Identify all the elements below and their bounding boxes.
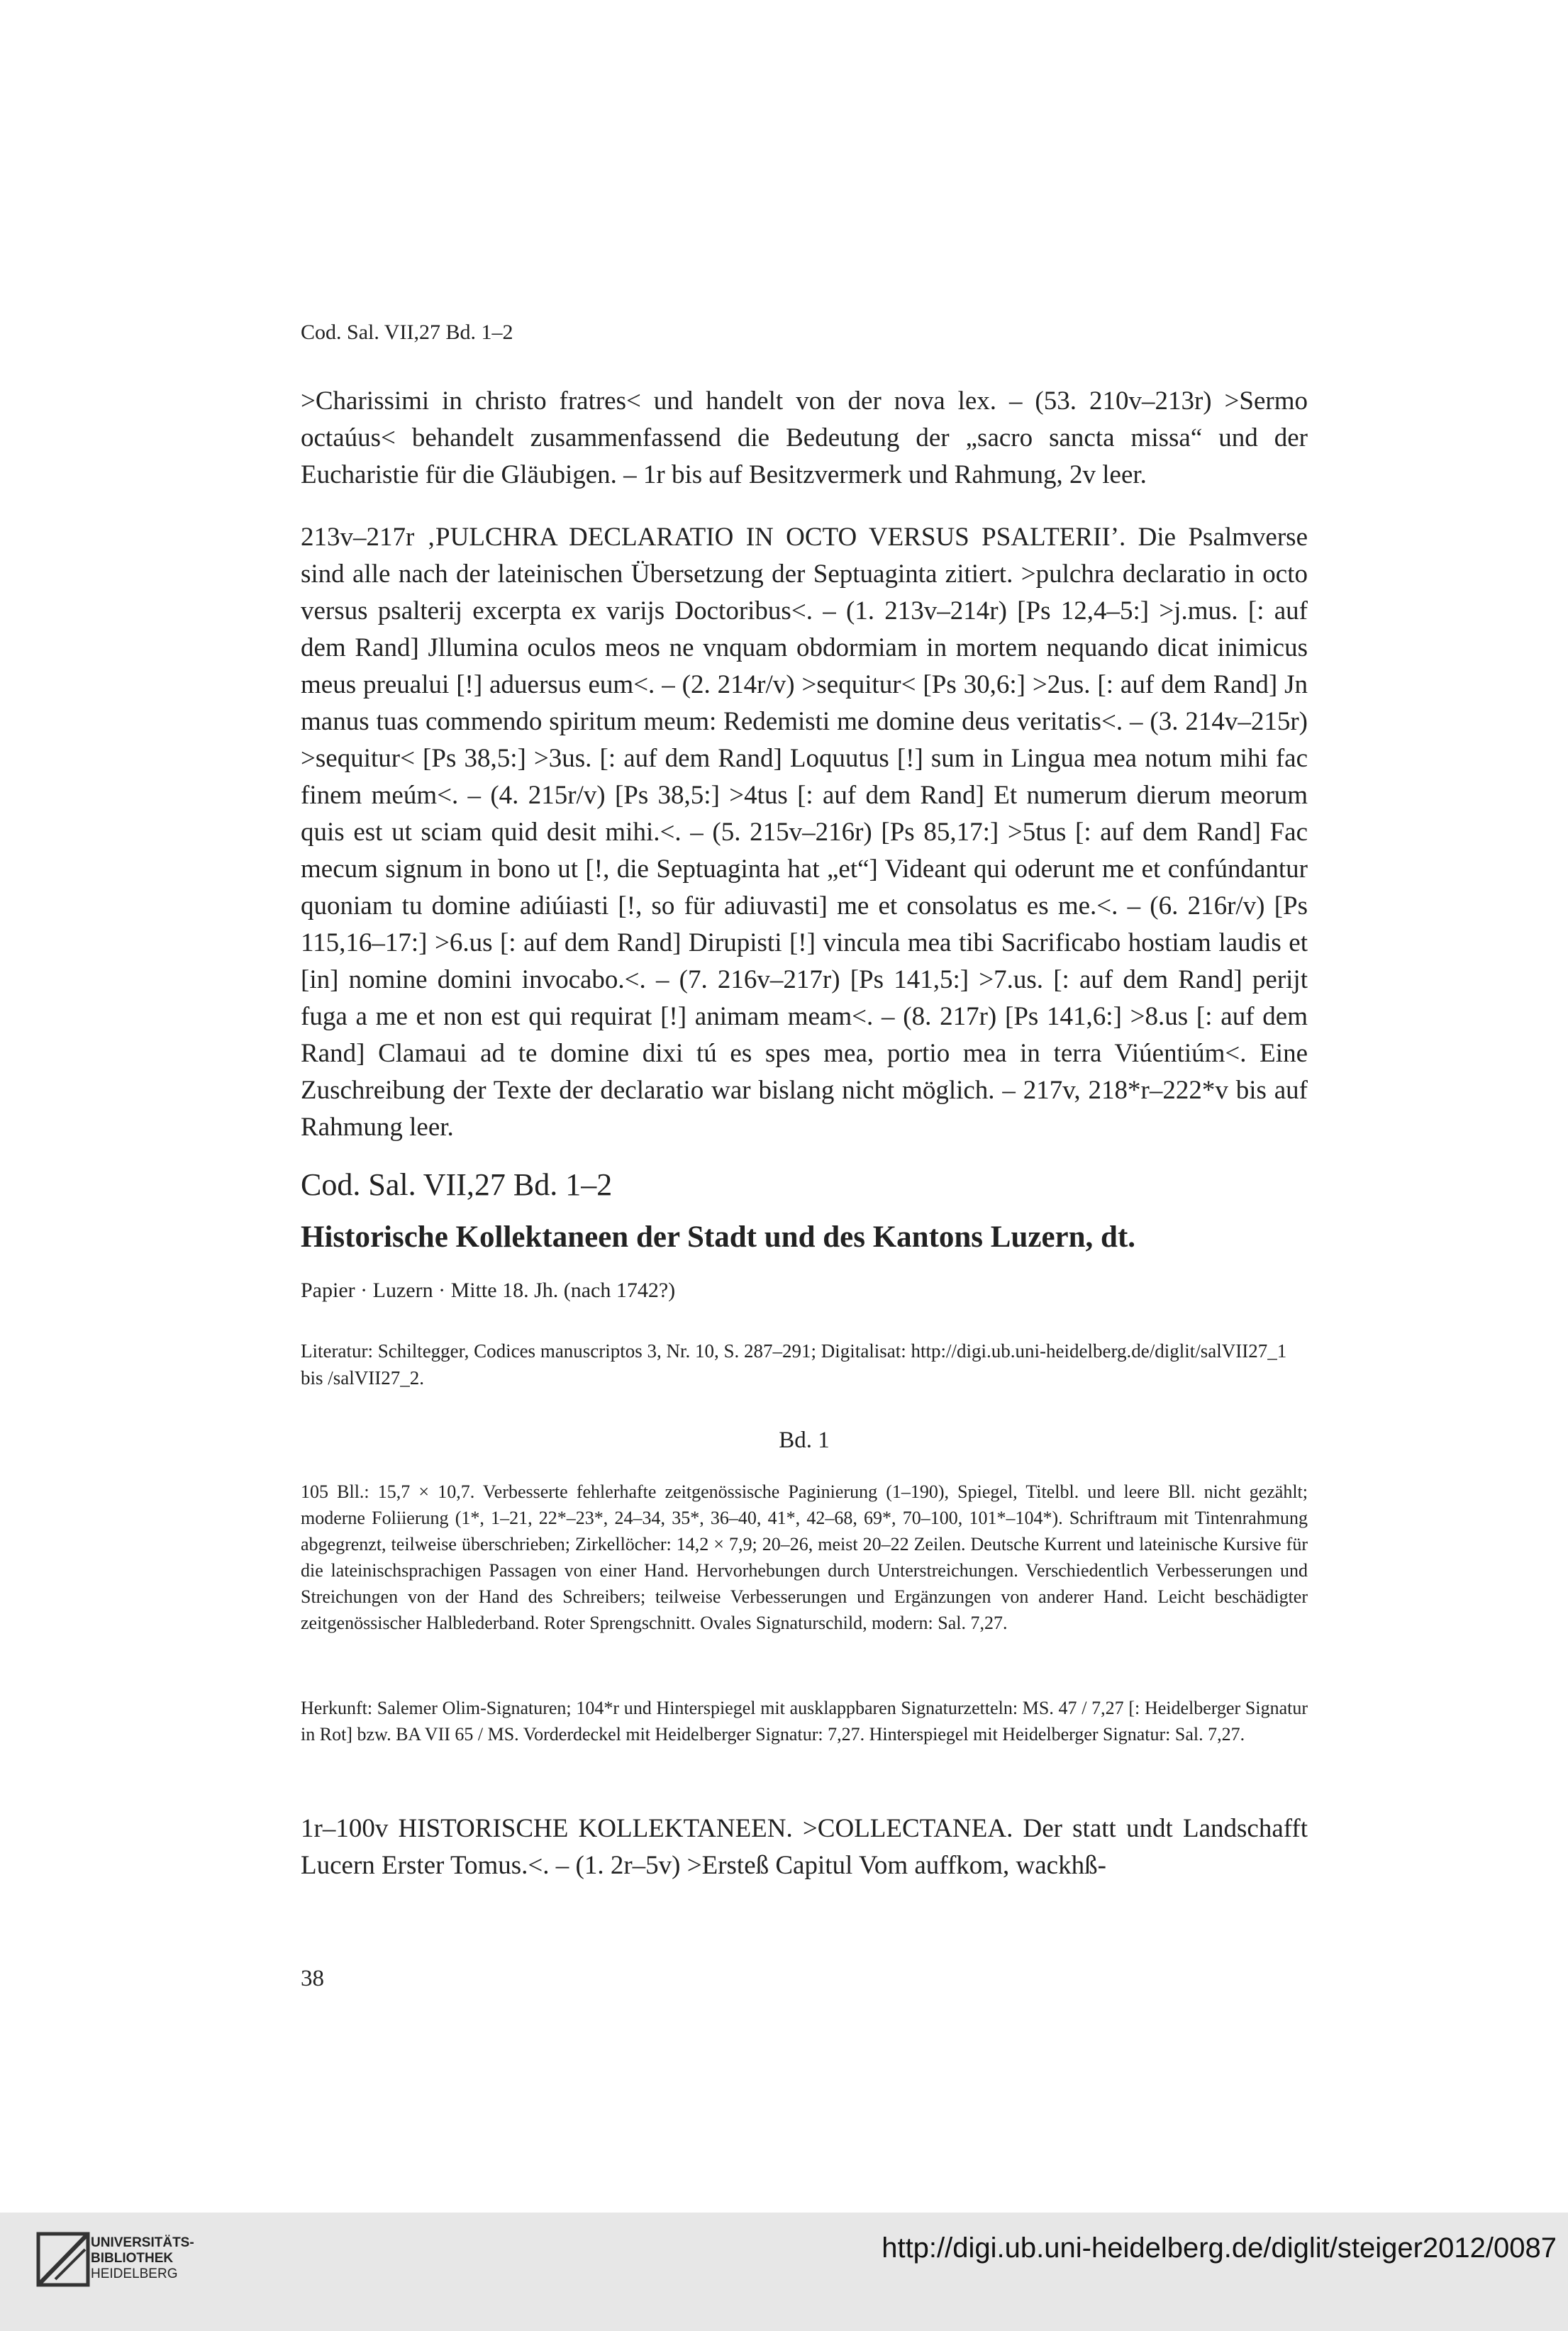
running-head: Cod. Sal. VII,27 Bd. 1–2	[301, 321, 513, 344]
codex-title: Historische Kollektaneen der Stadt und des Kantons Luzern, dt.	[301, 1220, 1136, 1254]
physical-description: 105 Bll.: 15,7 × 10,7. Verbesserte fehlerhafte zeitgenössische Paginierung (1–190), Spiegel, Titelbl. und leere Bll. nicht gezählt; moderne Foliierung (1*, 1–21, 22*–23*, 24–34, 35*, 36–40, 41*, 42–68, 69*, 70–100, 101*–104*). Schriftraum mit Tintenrahmung abgegrenzt, teilweise überschrieben; Zirkellöcher: 14,2 × 7,9; 20–26, meist 20–22 Zeilen. Deutsche Kurrent und lateinische Kursive für die lateinischsprachigen Passagen von einer Hand. Hervorhebungen durch Unterstreichungen. Verschiedentlich Verbesserungen und Streichungen von der Hand des Schreibers; teilweise Verbesserungen und Ergänzungen von anderer Hand. Leicht beschädigter zeitgenössischer Halblederband. Roter Sprengschnitt. Ovales Signaturschild, modern: Sal. 7,27.	[301, 1481, 1308, 1633]
volume-heading: Bd. 1	[779, 1428, 830, 1453]
library-name-line1: UNIVERSITÄTS-	[91, 2235, 194, 2250]
footer-bar	[0, 2213, 1568, 2331]
library-name-line2: BIBLIOTHEK	[91, 2251, 174, 2266]
provenance-note: Herkunft: Salemer Olim-Signaturen; 104*r und Hinterspiegel mit ausklappbaren Signaturzetteln: MS. 47 / 7,27 [: Heidelberger Signatur in Rot] bzw. BA VII 65 / MS. Vorderdeckel mit Heidelberger Signatur: 7,27. Hinterspiegel mit Heidelberger Signatur: Sal. 7,27.	[301, 1698, 1308, 1745]
paragraph-historische-kollektaneen: 1r–100v HISTORISCHE KOLLEKTANEEN. >COLLECTANEA. Der statt undt Landschafft Lucern Erster Tomus.<. – (1. 2r–5v) >Ersteß Capitul Vom auffkom, wackhß-	[301, 1814, 1308, 1880]
codex-signature: Cod. Sal. VII,27 Bd. 1–2	[301, 1167, 613, 1202]
ub-heidelberg-logo-icon	[35, 2227, 92, 2292]
paragraph-pulchra-declaratio: 213v–217r ‚PULCHRA DECLARATIO IN OCTO VERSUS PSALTERII’. Die Psalmverse sind alle nach der lateinischen Übersetzung der Septuaginta zitiert. >pulchra declaratio in octo versus psalterij excerpta ex varijs Doctoribus<. – (1. 213v–214r) [Ps 12,4–5:] >j.mus. [: auf dem Rand] Jllumina oculos meos ne vnquam obdormiam in mortem nequando dicat inimicus meus preualui [!] aduersus eum<. – (2. 214r/v) >sequitur< [Ps 30,6:] >2us. [: auf dem Rand] Jn manus tuas commendo spiritum meum: Redemisti me domine deus veritatis<. – (3. 214v–215r) >sequitur< [Ps 38,5:] >3us. [: auf dem Rand] Loquutus [!] sum in Lingua mea notum mihi fac finem meúm<. – (4. 215r/v) [Ps 38,5:] >4tus [: auf dem Rand] Et numerum dierum meorum quis est ut sciam quid desit mihi.<. – (5. 215v–216r) [Ps 85,17:] >5tus [: auf dem Rand] Fac mecum signum in bono ut [!, die Septuaginta hat „et“] Videant qui oderunt me et confúndantur quoniam tu domine adiúiasti [!, so für adiuvasti] me et consolatus es me.<. – (6. 216r/v) [Ps 115,16–17:] >6.us [: auf dem Rand] Dirupisti [!] vincula mea tibi Sacrificabo hostiam laudis et [in] nomine domini invocabo.<. – (7. 216v–217r) [Ps 141,5:] >7.us. [: auf dem Rand] perijt fuga a me et non est qui requirat [!] animam meam<. – (8. 217r) [Ps 141,6:] >8.us [: auf dem Rand] Clamaui ad te domine dixi tú es spes mea, portio mea in terra Viúentiúm<. Eine Zuschreibung der Texte der declaratio war bislang nicht möglich. – 217v, 218*r–222*v bis auf Rahmung leer.	[301, 523, 1308, 1142]
codex-meta: Papier · Luzern · Mitte 18. Jh. (nach 1742?)	[301, 1279, 676, 1302]
literature-line: Literatur: Schiltegger, Codices manuscriptos 3, Nr. 10, S. 287–291; Digitalisat: http://digi.ub.uni-heidelberg.de/diglit/salVII27_1 bis /salVII27_2.	[301, 1340, 1287, 1389]
paragraph-codex-continuation: >Charissimi in christo fratres< und handelt von der nova lex. – (53. 210v–213r) >Sermo octaúus< behandelt zusammenfassend die Bedeutung der „sacro sancta missa“ und der Eucharistie für die Gläubigen. – 1r bis auf Besitzvermerk und Rahmung, 2v leer.	[301, 386, 1308, 489]
source-url-link[interactable]: http://digi.ub.uni-heidelberg.de/diglit/steiger2012/0087	[882, 2232, 1557, 2264]
library-name	[91, 2235, 194, 2282]
page-number: 38	[301, 1966, 324, 1991]
library-name-line3: HEIDELBERG	[91, 2266, 178, 2281]
